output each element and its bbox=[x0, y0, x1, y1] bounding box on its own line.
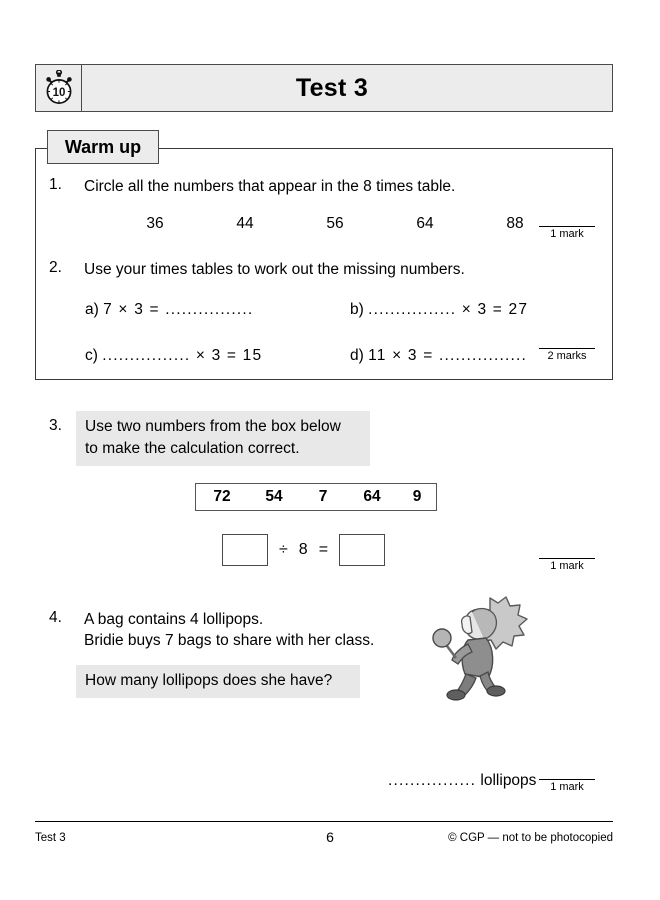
question-4-answer-line[interactable] bbox=[388, 770, 536, 791]
question-3-number: 3. bbox=[49, 417, 62, 434]
equals-sign: = bbox=[318, 541, 329, 558]
answer-box-first[interactable] bbox=[222, 534, 268, 566]
number-option[interactable]: 56 bbox=[326, 215, 344, 232]
answer-unit: lollipops bbox=[480, 772, 537, 789]
answer-box-second[interactable] bbox=[339, 534, 385, 566]
footer-divider bbox=[35, 821, 613, 822]
box-number[interactable]: 54 bbox=[265, 488, 283, 505]
question-2-part-c[interactable] bbox=[85, 345, 262, 366]
question-2-part-b[interactable] bbox=[350, 299, 528, 320]
prompt-line-2: to make the calculation correct. bbox=[85, 440, 300, 457]
question-3-prompt bbox=[76, 411, 370, 466]
mark-label: 1 mark bbox=[550, 781, 584, 793]
part-label: c) bbox=[85, 347, 98, 364]
question-3-calculation bbox=[222, 534, 385, 566]
question-4-prompt-line-2: Bridie buys 7 bags to share with her class. bbox=[84, 632, 375, 649]
question-3-mark bbox=[539, 558, 595, 572]
question-2-prompt: Use your times tables to work out the missing numbers. bbox=[84, 261, 465, 278]
part-text: 7 × 3 = ................ bbox=[103, 301, 254, 318]
question-2-part-d[interactable] bbox=[350, 345, 527, 366]
number-option[interactable]: 36 bbox=[146, 215, 164, 232]
part-label: d) bbox=[350, 347, 364, 364]
part-label: a) bbox=[85, 301, 99, 318]
question-4-prompt-line-1: A bag contains 4 lollipops. bbox=[84, 611, 264, 628]
part-label: b) bbox=[350, 301, 364, 318]
question-1-number: 1. bbox=[49, 176, 62, 193]
child-with-lollipop-illustration bbox=[432, 592, 536, 704]
part-text: ................ × 3 = 27 bbox=[368, 301, 529, 318]
box-number[interactable]: 72 bbox=[213, 488, 231, 505]
question-2-mark bbox=[539, 348, 595, 362]
warm-up-tab: Warm up bbox=[47, 130, 159, 164]
box-number[interactable]: 64 bbox=[363, 488, 381, 505]
number-option[interactable]: 64 bbox=[416, 215, 434, 232]
part-text: 11 × 3 = ................ bbox=[368, 347, 528, 364]
mark-label: 1 mark bbox=[550, 228, 584, 240]
division-operator: ÷ bbox=[279, 541, 288, 558]
question-3-number-box bbox=[195, 483, 437, 511]
question-1-numbers bbox=[110, 215, 560, 233]
question-1-mark bbox=[539, 226, 595, 240]
footer-copyright: © CGP — not to be photocopied bbox=[448, 832, 613, 844]
prompt-line-1: Use two numbers from the box below bbox=[85, 418, 341, 435]
box-number[interactable]: 7 bbox=[318, 488, 328, 505]
mark-label: 2 marks bbox=[547, 350, 587, 362]
number-option[interactable]: 44 bbox=[236, 215, 254, 232]
stopwatch-icon bbox=[36, 65, 82, 111]
mark-label: 1 mark bbox=[550, 560, 584, 572]
question-4-number: 4. bbox=[49, 609, 62, 626]
question-4-question: How many lollipops does she have? bbox=[76, 665, 360, 698]
question-2-number: 2. bbox=[49, 259, 62, 276]
footer-test-label: Test 3 bbox=[35, 832, 66, 844]
page-title: Test 3 bbox=[295, 73, 369, 102]
part-text: ................ × 3 = 15 bbox=[102, 347, 263, 364]
question-1-prompt: Circle all the numbers that appear in the 8 times table. bbox=[84, 178, 456, 195]
question-2-part-a[interactable] bbox=[85, 299, 253, 320]
box-number[interactable]: 9 bbox=[412, 488, 422, 505]
divisor-value: 8 bbox=[298, 541, 308, 558]
svg-text:10: 10 bbox=[52, 87, 65, 99]
answer-blank: ................ bbox=[388, 772, 477, 789]
question-4-mark bbox=[539, 779, 595, 793]
page-number: 6 bbox=[326, 829, 334, 845]
page-header bbox=[35, 64, 613, 112]
number-option[interactable]: 88 bbox=[506, 215, 524, 232]
